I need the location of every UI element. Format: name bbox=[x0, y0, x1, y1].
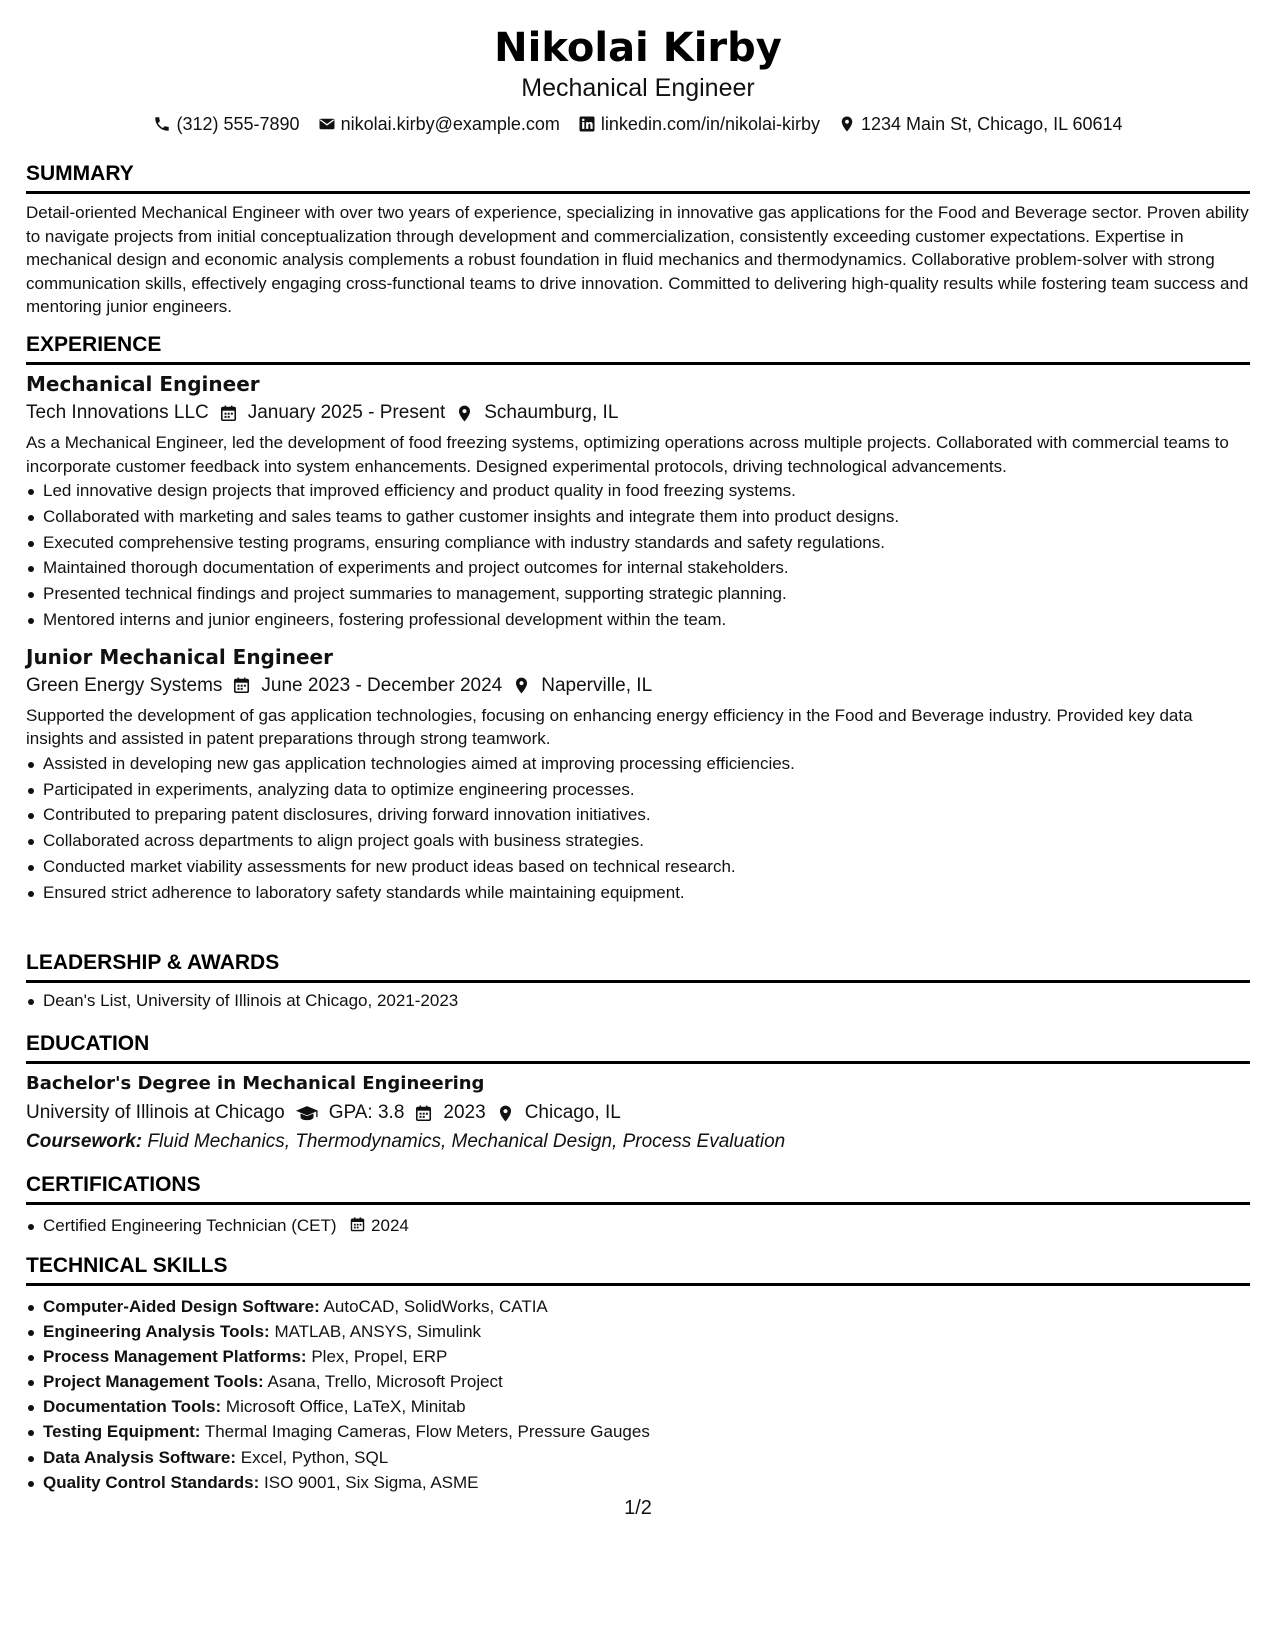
list-item bbox=[26, 1369, 1250, 1394]
calendar-icon bbox=[349, 1216, 366, 1233]
certification-year: 2024 bbox=[371, 1216, 409, 1235]
skill-values: Microsoft Office, LaTeX, Minitab bbox=[225, 1397, 466, 1417]
calendar-icon bbox=[414, 1104, 433, 1123]
phone-icon bbox=[153, 115, 171, 133]
coursework-list: Fluid Mechanics, Thermodynamics, Mechanical Design, Process Evaluation bbox=[147, 1131, 786, 1152]
skill-category: Project Management Tools: bbox=[43, 1372, 264, 1392]
contact-address bbox=[838, 114, 1123, 135]
job-description: Supported the development of gas application technologies, focusing on enhancing energy efficiency in the Food and Beverage industry. Provided key data insights and assisted in patent preparations through strong teamwork. bbox=[26, 705, 1193, 749]
job-bullets bbox=[26, 478, 1250, 633]
job-location: Naperville, IL bbox=[541, 674, 653, 696]
coursework-label: Coursework: bbox=[26, 1131, 143, 1152]
list-item: Dean's List, University of Illinois at Chicago, 2021-2023 bbox=[26, 988, 1250, 1014]
skill-category: Data Analysis Software: bbox=[43, 1447, 237, 1467]
list-item: Maintained thorough documentation of experiments and project outcomes for internal stakeholders. bbox=[26, 555, 1250, 581]
job-description: As a Mechanical Engineer, led the development of food freezing systems, optimizing operations across multiple projects. Collaborated with commercial teams to incorporate customer feedback into system enhancements. Designed experimental protocols, driving technological advancements. bbox=[26, 433, 1229, 476]
section-heading: EDUCATION bbox=[26, 1031, 1250, 1064]
envelope-icon bbox=[318, 115, 336, 133]
skill-category: Computer-Aided Design Software: bbox=[43, 1297, 320, 1316]
address-text: 1234 Main St, Chicago, IL 60614 bbox=[861, 113, 1123, 134]
awards-list bbox=[26, 988, 1250, 1014]
list-item: Ensured strict adherence to laboratory safety standards while maintaining equipment. bbox=[26, 880, 1250, 906]
gpa: GPA: 3.8 bbox=[328, 1102, 405, 1123]
phone-text: (312) 555-7890 bbox=[176, 113, 300, 134]
coursework-line bbox=[26, 1128, 1250, 1156]
skill-category: Quality Control Standards: bbox=[43, 1472, 260, 1492]
school-name: University of Illinois at Chicago bbox=[26, 1102, 285, 1123]
contact-bar bbox=[26, 110, 1250, 138]
job-meta bbox=[26, 671, 1250, 701]
map-pin-icon bbox=[512, 676, 531, 695]
education-section bbox=[26, 1031, 1250, 1156]
job-location: Schaumburg, IL bbox=[484, 402, 619, 423]
section-heading: SUMMARY bbox=[26, 161, 1250, 194]
job-dates: January 2025 - Present bbox=[247, 402, 446, 423]
skill-values: Plex, Propel, ERP bbox=[311, 1347, 448, 1367]
graduation-year: 2023 bbox=[443, 1102, 486, 1123]
leadership-section bbox=[26, 950, 1250, 1014]
list-item: Collaborated with marketing and sales teams to gather customer insights and integrate them into product designs. bbox=[26, 504, 1250, 530]
skill-category: Testing Equipment: bbox=[43, 1422, 201, 1442]
list-item: Executed comprehensive testing programs, ensuring compliance with industry standards and safety regulations. bbox=[26, 530, 1250, 556]
section-heading: CERTIFICATIONS bbox=[26, 1172, 1250, 1205]
calendar-icon bbox=[232, 676, 251, 695]
company-name: Green Energy Systems bbox=[26, 674, 223, 696]
experience-section bbox=[26, 332, 1250, 906]
list-item bbox=[26, 1344, 1250, 1369]
job-entry bbox=[26, 370, 1250, 633]
skill-category: Engineering Analysis Tools: bbox=[43, 1322, 270, 1342]
certifications-section bbox=[26, 1172, 1250, 1239]
school-location: Chicago, IL bbox=[524, 1102, 621, 1123]
list-item: Contributed to preparing patent disclosures, driving forward innovation initiatives. bbox=[26, 802, 1250, 828]
summary-text: Detail-oriented Mechanical Engineer with over two years of experience, specializing in innovative gas applications for the Food and Beverage sector. Proven ability to navigate projects from initial conceptualization through development and commercialization, consistently exceeding customer expectations. Expertise in mechanical design and economic analysis complements a robust foundation in fluid mechanics and thermodynamics. Collaborative problem-solver with strong communication skills, effectively engaging cross-functional teams to drive innovation. Committed to delivering high-quality results while fostering team success and mentoring junior engineers. bbox=[26, 203, 1249, 316]
list-item: Participated in experiments, analyzing data to optimize engineering processes. bbox=[26, 777, 1250, 803]
map-pin-icon bbox=[838, 115, 856, 133]
skill-category: Process Management Platforms: bbox=[43, 1347, 307, 1367]
list-item bbox=[26, 1419, 1250, 1444]
skill-values: ISO 9001, Six Sigma, ASME bbox=[264, 1472, 479, 1492]
skill-values: Asana, Trello, Microsoft Project bbox=[267, 1372, 503, 1392]
page-number: 1/2 bbox=[624, 1497, 652, 1519]
list-item bbox=[26, 1394, 1250, 1419]
list-item: Mentored interns and junior engineers, fostering professional development within the team. bbox=[26, 607, 1250, 633]
list-item: Assisted in developing new gas application technologies aimed at improving processing efficiencies. bbox=[26, 751, 1250, 777]
skills-list bbox=[26, 1294, 1250, 1495]
map-pin-icon bbox=[496, 1104, 515, 1123]
section-heading: TECHNICAL SKILLS bbox=[26, 1253, 1250, 1286]
job-entry bbox=[26, 643, 1250, 906]
candidate-name: Nikolai Kirby bbox=[494, 25, 782, 71]
degree-title: Bachelor's Degree in Mechanical Engineering bbox=[26, 1073, 485, 1094]
contact-email[interactable] bbox=[318, 114, 560, 135]
list-item bbox=[26, 1470, 1250, 1495]
job-title: Mechanical Engineer bbox=[26, 372, 260, 396]
company-name: Tech Innovations LLC bbox=[26, 402, 209, 423]
list-item: Collaborated across departments to align project goals with business strategies. bbox=[26, 828, 1250, 854]
list-item bbox=[26, 1294, 1250, 1319]
list-item: Presented technical findings and project summaries to management, supporting strategic planning. bbox=[26, 581, 1250, 607]
certifications-list bbox=[26, 1213, 1250, 1239]
list-item bbox=[26, 1445, 1250, 1470]
job-bullets bbox=[26, 751, 1250, 906]
list-item: Led innovative design projects that improved efficiency and product quality in food freezing systems. bbox=[26, 478, 1250, 504]
summary-section bbox=[26, 161, 1250, 319]
skill-values: Thermal Imaging Cameras, Flow Meters, Pressure Gauges bbox=[204, 1422, 650, 1442]
job-meta bbox=[26, 398, 1250, 428]
skill-category: Documentation Tools: bbox=[43, 1397, 222, 1417]
linkedin-icon bbox=[578, 115, 596, 133]
map-pin-icon bbox=[455, 404, 474, 423]
certification-name: Certified Engineering Technician (CET) bbox=[43, 1216, 337, 1235]
skill-values: MATLAB, ANSYS, Simulink bbox=[274, 1322, 482, 1342]
email-text[interactable]: nikolai.kirby@example.com bbox=[340, 113, 560, 134]
contact-phone bbox=[153, 114, 299, 135]
skill-values: AutoCAD, SolidWorks, CATIA bbox=[323, 1297, 548, 1316]
job-dates: June 2023 - December 2024 bbox=[261, 674, 503, 696]
skill-values: Excel, Python, SQL bbox=[240, 1447, 389, 1467]
list-item: Conducted market viability assessments for new product ideas based on technical research. bbox=[26, 854, 1250, 880]
education-meta bbox=[26, 1098, 1250, 1128]
section-heading: LEADERSHIP & AWARDS bbox=[26, 950, 1250, 983]
contact-linkedin[interactable] bbox=[578, 114, 820, 135]
graduation-cap-icon bbox=[295, 1104, 319, 1123]
list-item bbox=[26, 1213, 1250, 1239]
job-title: Junior Mechanical Engineer bbox=[26, 644, 333, 669]
linkedin-text[interactable]: linkedin.com/in/nikolai-kirby bbox=[600, 113, 821, 134]
section-heading: EXPERIENCE bbox=[26, 332, 1250, 365]
skills-section bbox=[26, 1253, 1250, 1495]
candidate-title: Mechanical Engineer bbox=[521, 74, 755, 102]
calendar-icon bbox=[219, 404, 238, 423]
list-item bbox=[26, 1319, 1250, 1344]
